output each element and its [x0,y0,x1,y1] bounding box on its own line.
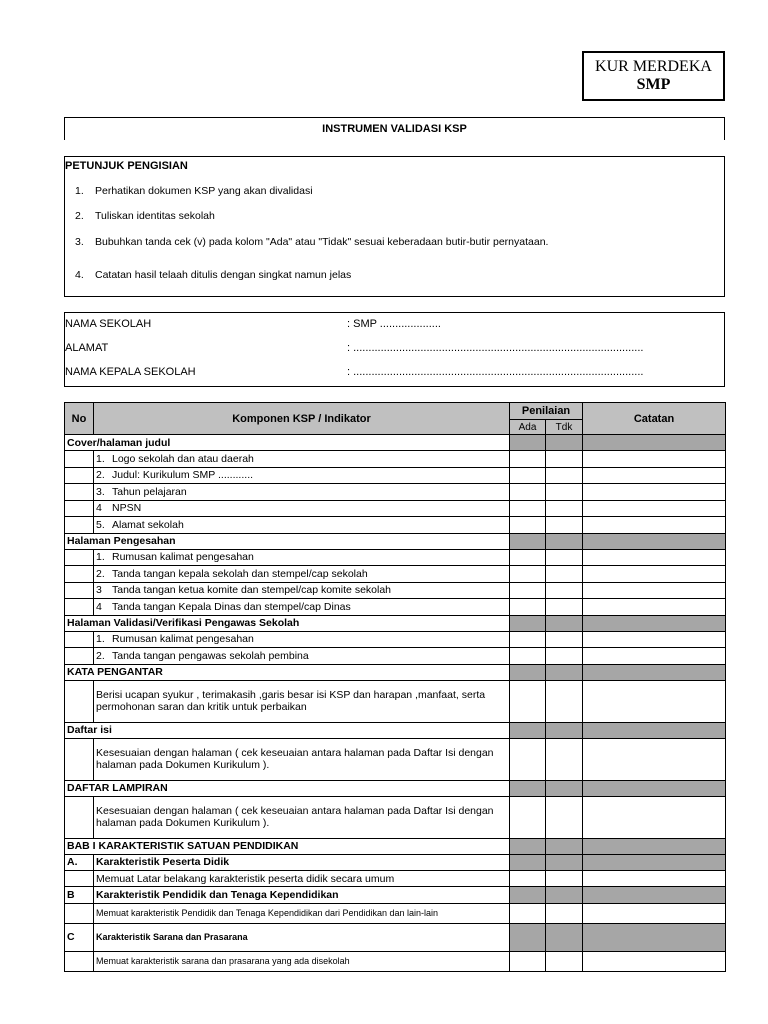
identity-label: ALAMAT [65,342,109,354]
notes-cell[interactable] [583,854,726,871]
section-heading: KATA PENGANTAR [65,664,510,680]
instruction-item [75,185,313,197]
check-cell-ada[interactable] [510,517,546,534]
table-row [65,887,726,904]
check-cell-ada[interactable] [510,903,546,923]
header-tdk: Tdk [546,420,583,435]
check-cell-tdk[interactable] [546,549,583,566]
table-row [65,854,726,871]
instruction-text: Tuliskan identitas sekolah [95,210,215,222]
check-cell-tdk[interactable] [546,451,583,468]
check-cell-tdk[interactable] [546,780,583,796]
section-heading: BAB I KARAKTERISTIK SATUAN PENDIDIKAN [65,838,510,854]
check-cell-tdk[interactable] [546,631,583,648]
row-number-cell [65,871,94,887]
indicator-text: Tahun pelajaran [112,485,187,498]
header-catatan: Catatan [583,403,726,435]
check-cell-ada[interactable] [510,631,546,648]
indicator-number: 1. [96,633,105,646]
row-number-cell [65,648,94,665]
instruction-text: Perhatikan dokumen KSP yang akan divalidasi [95,185,313,197]
indicator-cell [94,484,510,501]
table-row [65,738,726,780]
identity-value[interactable]: : ............................................................................................... [347,342,644,354]
notes-cell[interactable] [583,467,726,484]
section-heading: DAFTAR LAMPIRAN [65,780,510,796]
table-row [65,838,726,854]
table-row [65,451,726,468]
check-cell-tdk[interactable] [546,664,583,680]
indicator-cell: Kesesuaian dengan halaman ( cek keseuaian antara halaman pada Daftar Isi dengan halaman pada Dokumen Kurikulum ). [94,796,510,838]
identity-row-principal [65,366,724,382]
table-row [65,664,726,680]
check-cell-ada[interactable] [510,923,546,951]
notes-cell[interactable] [583,951,726,971]
indicator-cell [94,517,510,534]
subsection-heading: Karakteristik Peserta Didik [94,854,510,871]
table-row [65,566,726,583]
indicator-text: NPSN [112,502,142,515]
instruction-item [75,210,215,222]
subsection-heading: Karakteristik Pendidik dan Tenaga Kependidikan [94,887,510,904]
check-cell-ada[interactable] [510,887,546,904]
indicator-number: 1. [96,551,105,564]
indicator-number: 2. [96,567,105,580]
indicator-text: Tanda tangan kepala sekolah dan stempel/cap sekolah [112,567,368,580]
indicator-number: 4 [96,600,102,613]
section-heading: Halaman Pengesahan [65,533,510,549]
check-cell-tdk[interactable] [546,484,583,501]
indicator-text: Logo sekolah dan atau daerah [112,452,254,465]
indicator-cell [94,451,510,468]
table-row [65,484,726,501]
check-cell-tdk[interactable] [546,648,583,665]
check-cell-tdk[interactable] [546,871,583,887]
notes-cell[interactable] [583,517,726,534]
check-cell-ada[interactable] [510,599,546,616]
check-cell-ada[interactable] [510,722,546,738]
notes-cell[interactable] [583,549,726,566]
notes-cell[interactable] [583,923,726,951]
check-cell-tdk[interactable] [546,435,583,451]
row-number-cell [65,566,94,583]
indicator-number: 1. [96,452,105,465]
indicator-number: 2. [96,649,105,662]
row-number-cell [65,517,94,534]
identity-row-address [65,342,724,358]
indicator-cell: Memuat karakteristik Pendidik dan Tenaga Kependidikan dari Pendidikan dan lain-lain [94,903,510,923]
subsection-letter: A. [65,854,94,871]
document-title: INSTRUMEN VALIDASI KSP [64,117,725,140]
header-ada: Ada [510,420,546,435]
table-row [65,680,726,722]
row-number-cell [65,631,94,648]
table-row [65,517,726,534]
check-cell-tdk[interactable] [546,582,583,599]
indicator-text: Tanda tangan pengawas sekolah pembina [112,649,309,662]
notes-cell[interactable] [583,903,726,923]
check-cell-ada[interactable] [510,566,546,583]
row-number-cell [65,903,94,923]
indicator-text: Tanda tangan ketua komite dan stempel/cap komite sekolah [112,584,392,597]
indicator-cell [94,467,510,484]
check-cell-tdk[interactable] [546,854,583,871]
notes-cell[interactable] [583,680,726,722]
indicator-text: Tanda tangan Kepala Dinas dan stempel/cap Dinas [112,600,351,613]
check-cell-tdk[interactable] [546,467,583,484]
check-cell-ada[interactable] [510,664,546,680]
row-number-cell [65,451,94,468]
check-cell-tdk[interactable] [546,533,583,549]
table-row [65,599,726,616]
table-row [65,648,726,665]
instruction-text: Bubuhkan tanda cek (v) pada kolom "Ada" atau "Tidak" sesuai keberadaan butir-butir pernyataan. [95,236,549,248]
notes-cell[interactable] [583,780,726,796]
subsection-letter: B [65,887,94,904]
indicator-cell [94,631,510,648]
table-row [65,951,726,971]
badge-line-2: SMP [636,76,671,93]
notes-cell[interactable] [583,615,726,631]
check-cell-ada[interactable] [510,648,546,665]
indicator-cell [94,582,510,599]
notes-cell[interactable] [583,871,726,887]
indicator-cell: Memuat karakteristik sarana dan prasarana yang ada disekolah [94,951,510,971]
notes-cell[interactable] [583,631,726,648]
indicator-number: 3 [96,584,102,597]
check-cell-tdk[interactable] [546,599,583,616]
section-heading: Daftar isi [65,722,510,738]
indicator-cell: Kesesuaian dengan halaman ( cek keseuaian antara halaman pada Daftar Isi dengan halaman pada Dokumen Kurikulum ). [94,738,510,780]
row-number-cell [65,738,94,780]
check-cell-ada[interactable] [510,500,546,517]
check-cell-ada[interactable] [510,780,546,796]
check-cell-tdk[interactable] [546,951,583,971]
header-komponen: Komponen KSP / Indikator [94,403,510,435]
row-number-cell [65,599,94,616]
check-cell-ada[interactable] [510,838,546,854]
notes-cell[interactable] [583,738,726,780]
check-cell-tdk[interactable] [546,566,583,583]
indicator-text: Rumusan kalimat pengesahan [112,633,254,646]
check-cell-ada[interactable] [510,680,546,722]
check-cell-tdk[interactable] [546,738,583,780]
badge-line-1: KUR MERDEKA [595,58,712,75]
check-cell-ada[interactable] [510,484,546,501]
identity-value[interactable]: : ............................................................................................... [347,366,644,378]
row-number-cell [65,951,94,971]
notes-cell[interactable] [583,722,726,738]
check-cell-tdk[interactable] [546,615,583,631]
school-identity-box [64,312,725,387]
instruction-number: 2. [75,210,84,222]
table-row [65,500,726,517]
header-penilaian: Penilaian [510,403,583,420]
notes-cell[interactable] [583,484,726,501]
row-number-cell [65,796,94,838]
indicator-number: 2. [96,469,105,482]
check-cell-tdk[interactable] [546,796,583,838]
table-row [65,582,726,599]
instruction-item [75,269,351,281]
check-cell-ada[interactable] [510,582,546,599]
check-cell-tdk[interactable] [546,517,583,534]
table-row [65,615,726,631]
notes-cell[interactable] [583,838,726,854]
instructions-heading: PETUNJUK PENGISIAN [65,160,188,172]
identity-label: NAMA SEKOLAH [65,318,152,330]
indicator-cell: Berisi ucapan syukur , terimakasih ,garis besar isi KSP dan harapan ,manfaat, serta permohonan saran dan kritik untuk perbaikan [94,680,510,722]
instruction-item [75,236,548,248]
check-cell-ada[interactable] [510,854,546,871]
notes-cell[interactable] [583,451,726,468]
check-cell-tdk[interactable] [546,887,583,904]
notes-cell[interactable] [583,533,726,549]
section-heading: Cover/halaman judul [65,435,510,451]
indicator-text: Alamat sekolah [112,518,184,531]
check-cell-ada[interactable] [510,871,546,887]
check-cell-tdk[interactable] [546,838,583,854]
table-row [65,780,726,796]
identity-label: NAMA KEPALA SEKOLAH [65,366,196,378]
table-row [65,631,726,648]
indicator-cell [94,648,510,665]
table-row [65,871,726,887]
indicator-cell [94,566,510,583]
subsection-letter: C [65,923,94,951]
table-row [65,903,726,923]
notes-cell[interactable] [583,796,726,838]
notes-cell[interactable] [583,435,726,451]
row-number-cell [65,467,94,484]
subsection-heading: Karakteristik Sarana dan Prasarana [94,923,510,951]
indicator-cell [94,599,510,616]
row-number-cell [65,549,94,566]
check-cell-ada[interactable] [510,533,546,549]
check-cell-ada[interactable] [510,467,546,484]
instruction-number: 3. [75,236,84,248]
table-row [65,467,726,484]
curriculum-badge [582,51,725,101]
notes-cell[interactable] [583,582,726,599]
validation-table [64,402,726,972]
section-heading: Halaman Validasi/Verifikasi Pengawas Sekolah [65,615,510,631]
indicator-number: 3. [96,485,105,498]
check-cell-tdk[interactable] [546,500,583,517]
check-cell-ada[interactable] [510,435,546,451]
notes-cell[interactable] [583,500,726,517]
indicator-cell: Memuat Latar belakang karakteristik peserta didik secara umum [94,871,510,887]
header-no: No [65,403,94,435]
instruction-number: 4. [75,269,84,281]
check-cell-ada[interactable] [510,451,546,468]
indicator-number: 4 [96,502,102,515]
table-row [65,533,726,549]
instruction-text: Catatan hasil telaah ditulis dengan singkat namun jelas [95,269,352,281]
notes-cell[interactable] [583,887,726,904]
row-number-cell [65,680,94,722]
table-row [65,796,726,838]
check-cell-ada[interactable] [510,549,546,566]
check-cell-ada[interactable] [510,738,546,780]
notes-cell[interactable] [583,648,726,665]
instructions-box [64,156,725,297]
check-cell-tdk[interactable] [546,722,583,738]
table-row [65,722,726,738]
table-row [65,923,726,951]
check-cell-tdk[interactable] [546,903,583,923]
table-row [65,549,726,566]
identity-row-school-name [65,318,724,334]
indicator-number: 5. [96,518,105,531]
check-cell-ada[interactable] [510,615,546,631]
indicator-text: Rumusan kalimat pengesahan [112,551,254,564]
check-cell-ada[interactable] [510,796,546,838]
indicator-cell [94,500,510,517]
check-cell-tdk[interactable] [546,680,583,722]
identity-value[interactable]: : SMP .................... [347,318,441,330]
notes-cell[interactable] [583,566,726,583]
table-row [65,435,726,451]
instruction-number: 1. [75,185,84,197]
notes-cell[interactable] [583,664,726,680]
row-number-cell [65,500,94,517]
row-number-cell [65,484,94,501]
check-cell-tdk[interactable] [546,923,583,951]
notes-cell[interactable] [583,599,726,616]
indicator-text: Judul: Kurikulum SMP ............ [112,469,254,482]
row-number-cell [65,582,94,599]
check-cell-ada[interactable] [510,951,546,971]
indicator-cell [94,549,510,566]
